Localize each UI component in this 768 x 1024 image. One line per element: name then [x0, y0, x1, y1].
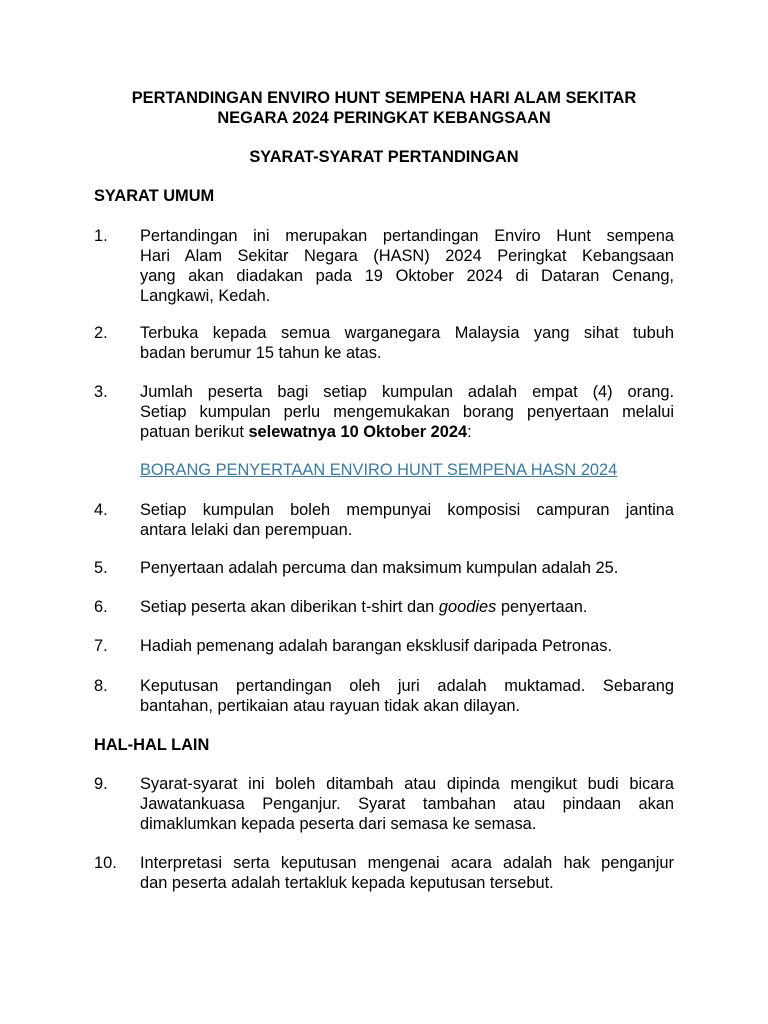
- list-item-number: 5.: [94, 559, 108, 577]
- list-item-text: [140, 597, 674, 617]
- list-item-number: 6.: [94, 598, 108, 616]
- list-item-number: 7.: [94, 637, 108, 655]
- list-item-text: [140, 774, 674, 834]
- text-line-prefix: patuan berikut: [140, 423, 249, 441]
- text-line: Langkawi, Kedah.: [140, 287, 271, 305]
- document-title-line-2: NEGARA 2024 PERINGKAT KEBANGSAAN: [217, 109, 551, 127]
- list-item-text: [140, 636, 674, 656]
- text-line: dan peserta adalah tertakluk kepada keputusan tersebut.: [140, 874, 554, 892]
- deadline-bold-text: selewatnya 10 Oktober 2024: [248, 423, 468, 441]
- text-line: Keputusan pertandingan oleh juri adalah muktamad. Sebarang: [140, 677, 674, 695]
- list-item-number: 3.: [94, 383, 108, 401]
- text-line: Setiap kumpulan boleh mempunyai komposisi campuran jantina: [140, 501, 674, 519]
- text-line: Jawatankuasa Penganjur. Syarat tambahan atau pindaan akan: [140, 795, 674, 813]
- list-item-number: 2.: [94, 324, 108, 342]
- document-subtitle: SYARAT-SYARAT PERTANDINGAN: [249, 148, 519, 166]
- text-line: Syarat-syarat ini boleh ditambah atau dipinda mengikut budi bicara: [140, 775, 674, 793]
- text-line: Jumlah peserta bagi setiap kumpulan adalah empat (4) orang.: [140, 383, 674, 401]
- list-item-text: [140, 500, 674, 540]
- list-item-text: [140, 558, 674, 578]
- text-line: dimaklumkan kepada peserta dari semasa ke semasa.: [140, 815, 537, 833]
- registration-form-link[interactable]: BORANG PENYERTAAN ENVIRO HUNT SEMPENA HASN 2024: [140, 461, 618, 479]
- list-item-number: 9.: [94, 775, 108, 793]
- text-line: Hadiah pemenang adalah barangan eksklusif daripada Petronas.: [140, 637, 613, 655]
- list-item-number: 8.: [94, 677, 108, 695]
- list-item-text: [140, 226, 674, 306]
- text-line: yang akan diadakan pada 19 Oktober 2024 di Dataran Cenang,: [140, 267, 674, 285]
- text-line: [140, 422, 674, 442]
- list-item-text: [140, 323, 674, 363]
- list-item-number: 10.: [94, 854, 117, 872]
- list-item-number: 1.: [94, 227, 108, 245]
- section-heading-syarat-umum: SYARAT UMUM: [94, 187, 215, 205]
- section-heading-hal-hal-lain: HAL-HAL LAIN: [94, 736, 210, 754]
- text-line-suffix: :: [467, 423, 472, 441]
- list-item-text: [140, 676, 674, 716]
- text-line: Interpretasi serta keputusan mengenai acara adalah hak penganjur: [140, 854, 674, 872]
- text-line-suffix: penyertaan.: [496, 598, 588, 616]
- list-item-text: [140, 382, 674, 442]
- goodies-italic-text: goodies: [438, 598, 497, 616]
- text-line: badan berumur 15 tahun ke atas.: [140, 344, 382, 362]
- text-line: Terbuka kepada semua warganegara Malaysia yang sihat tubuh: [140, 324, 674, 342]
- text-line: antara lelaki dan perempuan.: [140, 521, 353, 539]
- text-line: Hari Alam Sekitar Negara (HASN) 2024 Peringkat Kebangsaan: [140, 247, 674, 265]
- list-item-number: 4.: [94, 501, 108, 519]
- text-line-prefix: Setiap peserta akan diberikan t-shirt dan: [140, 598, 439, 616]
- list-item-text: [140, 853, 674, 893]
- text-line: bantahan, pertikaian atau rayuan tidak akan dilayan.: [140, 697, 520, 715]
- document-title-line-1: PERTANDINGAN ENVIRO HUNT SEMPENA HARI ALAM SEKITAR: [131, 89, 637, 107]
- text-line: Pertandingan ini merupakan pertandingan Enviro Hunt sempena: [140, 227, 674, 245]
- text-line: Penyertaan adalah percuma dan maksimum kumpulan adalah 25.: [140, 559, 619, 577]
- text-line: Setiap kumpulan perlu mengemukakan borang penyertaan melalui: [140, 403, 674, 421]
